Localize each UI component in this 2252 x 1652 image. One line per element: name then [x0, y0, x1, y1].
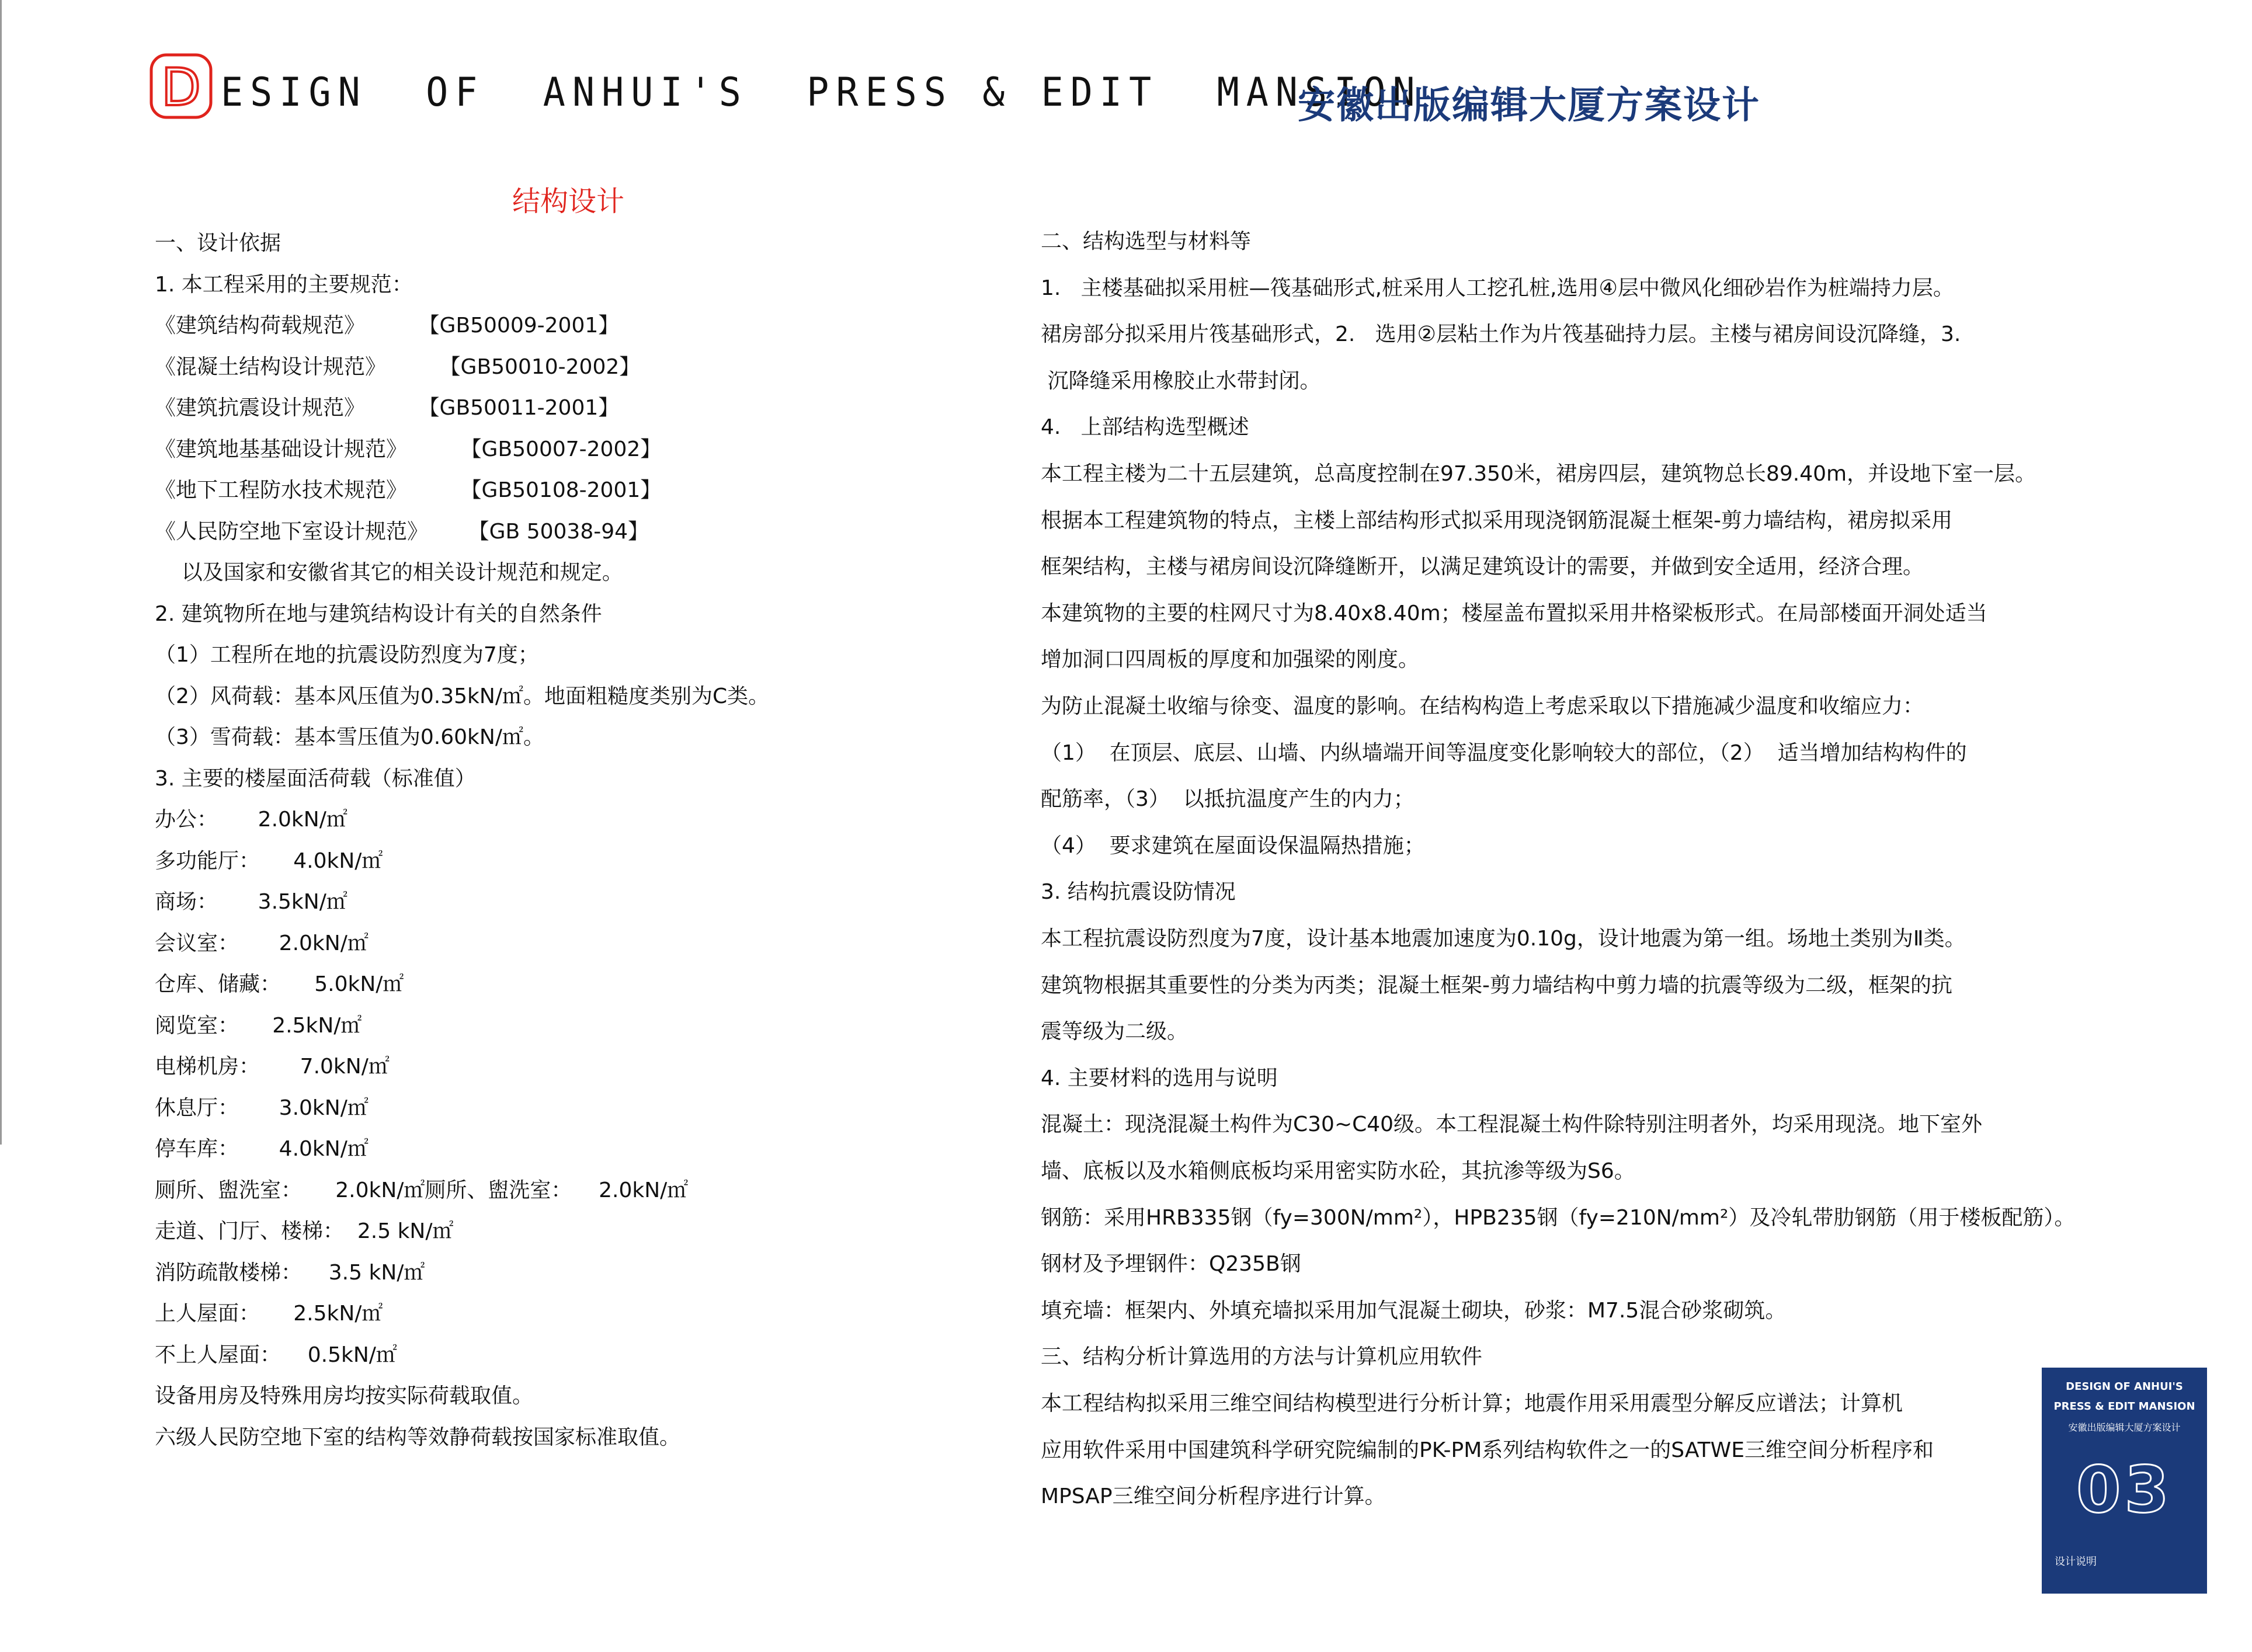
badge-caption: 设计说明 — [2055, 1556, 2097, 1568]
text-line: 框架结构，主楼与裙房间设沉降缝断开，以满足建筑设计的需要，并做到安全适用，经济合理。 — [1041, 555, 1924, 579]
text-line: 沉降缝采用橡胶止水带封闭。 — [1041, 368, 1321, 393]
text-line: 应用软件采用中国建筑科学研究院编制的PK-PM系列结构软件之一的SATWE三维空间分析程序和 — [1041, 1438, 1934, 1462]
text-line: 厕所、盥洗室： 2.0kN/㎡厕所、盥洗室： 2.0kN/㎡ — [155, 1178, 689, 1202]
text-line: 停车库： 4.0kN/㎡ — [155, 1137, 369, 1161]
text-line: 走道、门厅、楼梯： 2.5 kN/㎡ — [155, 1219, 454, 1243]
text-line: 3. 结构抗震设防情况 — [1041, 880, 1236, 905]
text-line: （4） 要求建筑在屋面设保温隔热措施； — [1041, 833, 1425, 858]
text-line: 本工程主楼为二十五层建筑，总高度控制在97.350米，裙房四层，建筑物总长89.40m，并设地下室一层。 — [1041, 462, 2036, 486]
logo-letter: D — [161, 57, 201, 117]
text-line: 《建筑抗震设计规范》 【GB50011-2001】 — [155, 396, 620, 420]
text-line: （1） 在顶层、底层、山墙、内纵墙端开间等温度变化影响较大的部位，（2） 适当增加结构构件的 — [1041, 740, 1967, 765]
page-badge — [2042, 1368, 2207, 1594]
text-line: （2）风荷载：基本风压值为0.35kN/㎡。地面粗糙度类别为C类。 — [155, 684, 770, 708]
badge-title-cn: 安徽出版编辑大厦方案设计 — [2068, 1422, 2181, 1433]
text-line: 增加洞口四周板的厚度和加强梁的刚度。 — [1041, 648, 1420, 672]
text-line: 《人民防空地下室设计规范》 【GB 50038-94】 — [155, 519, 649, 544]
text-line: （1）工程所在地的抗震设防烈度为7度； — [155, 643, 539, 667]
text-line: 钢材及予埋钢件：Q235B钢 — [1041, 1252, 1301, 1277]
text-line: 上人屋面： 2.5kN/㎡ — [155, 1302, 383, 1326]
text-line: 1. 本工程采用的主要规范： — [155, 272, 413, 297]
page-number: 03 — [2076, 1452, 2173, 1527]
text-line: 仓库、储藏： 5.0kN/㎡ — [155, 972, 404, 996]
page-header — [149, 50, 2135, 126]
text-line: 根据本工程建筑物的特点，主楼上部结构形式拟采用现浇钢筋混凝土框架-剪力墙结构，裙房拟采用 — [1041, 508, 1952, 533]
text-line: 1. 主楼基础拟采用桩—筏基础形式,桩采用人工挖孔桩,选用④层中微风化细砂岩作为桩端持力层。 — [1041, 276, 1954, 300]
section-title: 结构设计 — [512, 185, 625, 218]
badge-title-en-2: PRESS & EDIT MANSION — [2053, 1400, 2195, 1413]
chinese-title: 安徽出版编辑大厦方案设计 — [1298, 84, 1760, 127]
text-line: 不上人屋面： 0.5kN/㎡ — [155, 1343, 397, 1367]
text-line: 为防止混凝土收缩与徐变、温度的影响。在结构构造上考虑采取以下措施减少温度和收缩应力： — [1041, 694, 1924, 718]
text-line: 混凝土：现浇混凝土构件为C30~C40级。本工程混凝土构件除特别注明者外，均采用现浇。地下室外 — [1041, 1112, 1983, 1137]
text-line: 3. 主要的楼屋面活荷载（标准值） — [155, 766, 476, 791]
text-line: 六级人民防空地下室的结构等效静荷载按国家标准取值。 — [155, 1425, 681, 1449]
text-line: MPSAP三维空间分析程序进行计算。 — [1041, 1484, 1386, 1509]
text-line: 一、设计依据 — [155, 231, 282, 255]
text-line: 会议室： 2.0kN/㎡ — [155, 931, 369, 955]
text-line: 填充墙：框架内、外填充墙拟采用加气混凝土砌块，砂浆：M7.5混合砂浆砌筑。 — [1041, 1298, 1787, 1323]
text-line: 震等级为二级。 — [1041, 1020, 1188, 1044]
english-title: ESIGN OF ANHUI'S PRESS & EDIT MANSION — [221, 69, 1422, 116]
text-line: 休息厅： 3.0kN/㎡ — [155, 1095, 369, 1120]
text-line: 4. 上部结构选型概述 — [1041, 415, 1249, 440]
text-line: 以及国家和安徽省其它的相关设计规范和规定。 — [155, 561, 623, 585]
text-line: 4. 主要材料的选用与说明 — [1041, 1066, 1278, 1090]
text-line: 《建筑地基基础设计规范》 【GB50007-2002】 — [155, 437, 662, 461]
text-line: 本工程结构拟采用三维空间结构模型进行分析计算；地震作用采用震型分解反应谱法；计算机 — [1041, 1392, 1903, 1415]
text-line: 阅览室： 2.5kN/㎡ — [155, 1013, 362, 1038]
text-line: 配筋率，（3） 以抵抗温度产生的内力； — [1041, 787, 1415, 812]
badge-title-en-1: DESIGN OF ANHUI'S — [2066, 1380, 2183, 1393]
text-line: 建筑物根据其重要性的分类为丙类；混凝土框架-剪力墙结构中剪力墙的抗震等级为二级，框架的抗 — [1041, 973, 1952, 997]
text-line: 消防疏散楼梯： 3.5 kN/㎡ — [155, 1260, 425, 1285]
text-line: （3）雪荷载：基本雪压值为0.60kN/㎡。 — [155, 725, 544, 749]
text-line: 本工程抗震设防烈度为7度，设计基本地震加速度为0.10g，设计地震为第一组。场地土类别为Ⅱ类。 — [1041, 927, 1966, 951]
page-edge-line — [0, 0, 2, 1145]
text-line: 钢筋：采用HRB335钢（fy=300N/mm²），HPB235钢（fy=210N/mm²）及冷轧带肋钢筋（用于楼板配筋）。 — [1041, 1205, 2076, 1230]
text-line: 多功能厅： 4.0kN/㎡ — [155, 848, 383, 873]
text-line: 墙、底板以及水箱侧底板均采用密实防水砼，其抗渗等级为S6。 — [1041, 1159, 1635, 1183]
text-line: 2. 建筑物所在地与建筑结构设计有关的自然条件 — [155, 601, 602, 626]
text-line: 《混凝土结构设计规范》 【GB50010-2002】 — [155, 354, 641, 379]
text-line: 本建筑物的主要的柱网尺寸为8.40x8.40m；楼屋盖布置拟采用井格梁板形式。在局部楼面开洞处适当 — [1041, 601, 1987, 625]
text-line: 电梯机房： 7.0kN/㎡ — [155, 1055, 390, 1079]
text-line: 《建筑结构荷载规范》 【GB50009-2001】 — [155, 314, 620, 338]
text-line: 二、结构选型与材料等 — [1041, 229, 1252, 253]
text-line: 设备用房及特殊用房均按实际荷载取值。 — [155, 1384, 534, 1408]
text-line: 商场： 3.5kN/㎡ — [155, 890, 347, 914]
text-line: 办公： 2.0kN/㎡ — [155, 808, 347, 832]
text-line: 裙房部分拟采用片筏基础形式，2. 选用②层粘土作为片筏基础持力层。主楼与裙房间设沉降缝，3. — [1041, 322, 1961, 347]
text-line: 三、结构分析计算选用的方法与计算机应用软件 — [1041, 1345, 1483, 1369]
d-logo-icon — [149, 53, 213, 120]
text-line: 《地下工程防水技术规范》 【GB50108-2001】 — [155, 478, 662, 502]
